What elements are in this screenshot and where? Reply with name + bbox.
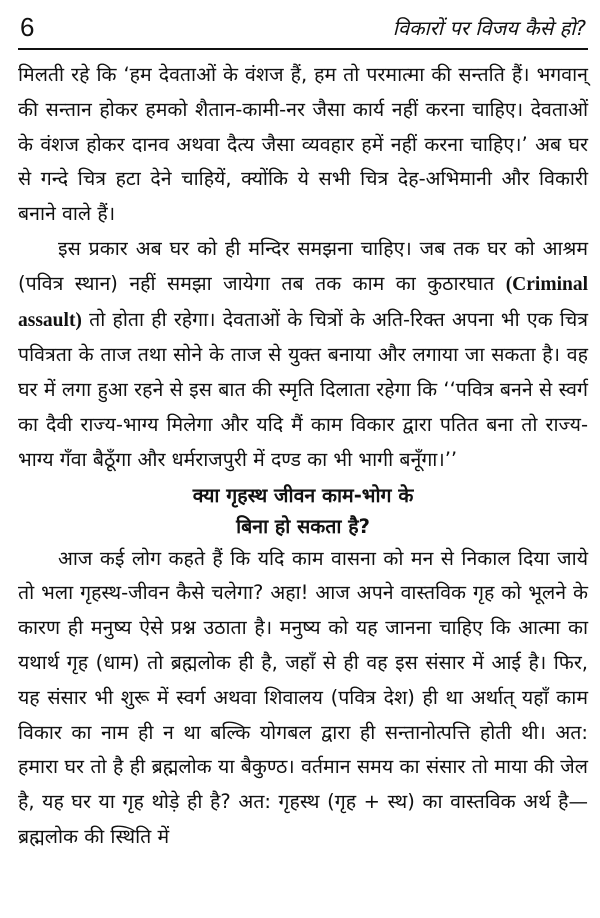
section-heading-line-1: क्या गृहस्थ जीवन काम-भोग के	[192, 483, 414, 507]
paragraph-text-part: इस प्रकार अब घर को ही मन्दिर समझना चाहिए। जब तक घर को आश्रम (पवित्र स्थान) नहीं समझा जायेगा तब तक काम का कुठारघात	[18, 236, 588, 295]
english-term: (Criminal assault)	[18, 273, 589, 331]
section-heading-line-2: बिना हो सकता है?	[236, 514, 370, 538]
page-number: 6	[20, 12, 35, 42]
book-page	[18, 8, 588, 910]
paragraph-home-as-temple	[18, 232, 588, 478]
section-heading	[18, 480, 588, 542]
paragraph-continued: मिलती रहे कि ‘हम देवताओं के वंशज हैं, हम तो परमात्मा की सन्तति हैं। भगवान् की सन्तान होकर हमको शैतान-कामी-नर जैसा कार्य नहीं करना चाहिए। देवताओं के वंशज होकर दानव अथवा दैत्य जैसा व्यवहार हमें नहीं करना चाहिए।’ अब घर से गन्दे चित्र हटा देने चाहियें, क्योंकि ये सभी चित्र देह-अभिमानी और विकारी बनाने वाले हैं।	[18, 63, 588, 226]
running-title: विकारों पर विजय कैसे हो?	[392, 16, 586, 40]
page-body	[18, 58, 588, 855]
paragraph-text-part: तो होता ही रहेगा। देवताओं के चित्रों के अति-रिक्त अपना भी एक चित्र पवित्रता के ताज तथा सोने के ताज से युक्त बनाया और लगाया जा सकता है। वह घर में लगा हुआ रहने से इस बात की स्मृति दिलाता रहेगा कि ‘‘पवित्र बनने से स्वर्ग का दैवी राज्य-भाग्य मिलेगा और यदि मैं काम विकार द्वारा पतित बना तो राज्य-भाग्य गँवा बैठूँगा और धर्मराजपुरी में दण्ड का भी भागी बनूँगा।’’	[18, 307, 588, 471]
paragraph-household-life: आज कई लोग कहते हैं कि यदि काम वासना को मन से निकाल दिया जाये तो भला गृहस्थ-जीवन कैसे चलेगा? अहा! आज अपने वास्तविक गृह को भूलने के कारण ही मनुष्य ऐसे प्रश्न उठाता है। मनुष्य को यह जानना चाहिए कि आत्मा का यथार्थ गृह (धाम) तो ब्रह्मलोक ही है, जहाँ से ही वह इस संसार में आई है। फिर, यह संसार भी शुरू में स्वर्ग अथवा शिवालय (पवित्र देश) ही था अर्थात् यहाँ काम विकार का नाम ही न था बल्कि योगबल द्वारा ही सन्तानोत्पत्ति होती थी। अत: हमारा घर तो है ही ब्रह्मलोक या बैकुण्ठ। वर्तमान समय का संसार तो माया की जेल है, यह घर या गृह थोड़े ही है? अत: गृहस्थ (गृह + स्थ) का वास्तविक अर्थ है—ब्रह्मलोक की स्थिति में	[18, 546, 588, 848]
page-header	[18, 8, 588, 50]
